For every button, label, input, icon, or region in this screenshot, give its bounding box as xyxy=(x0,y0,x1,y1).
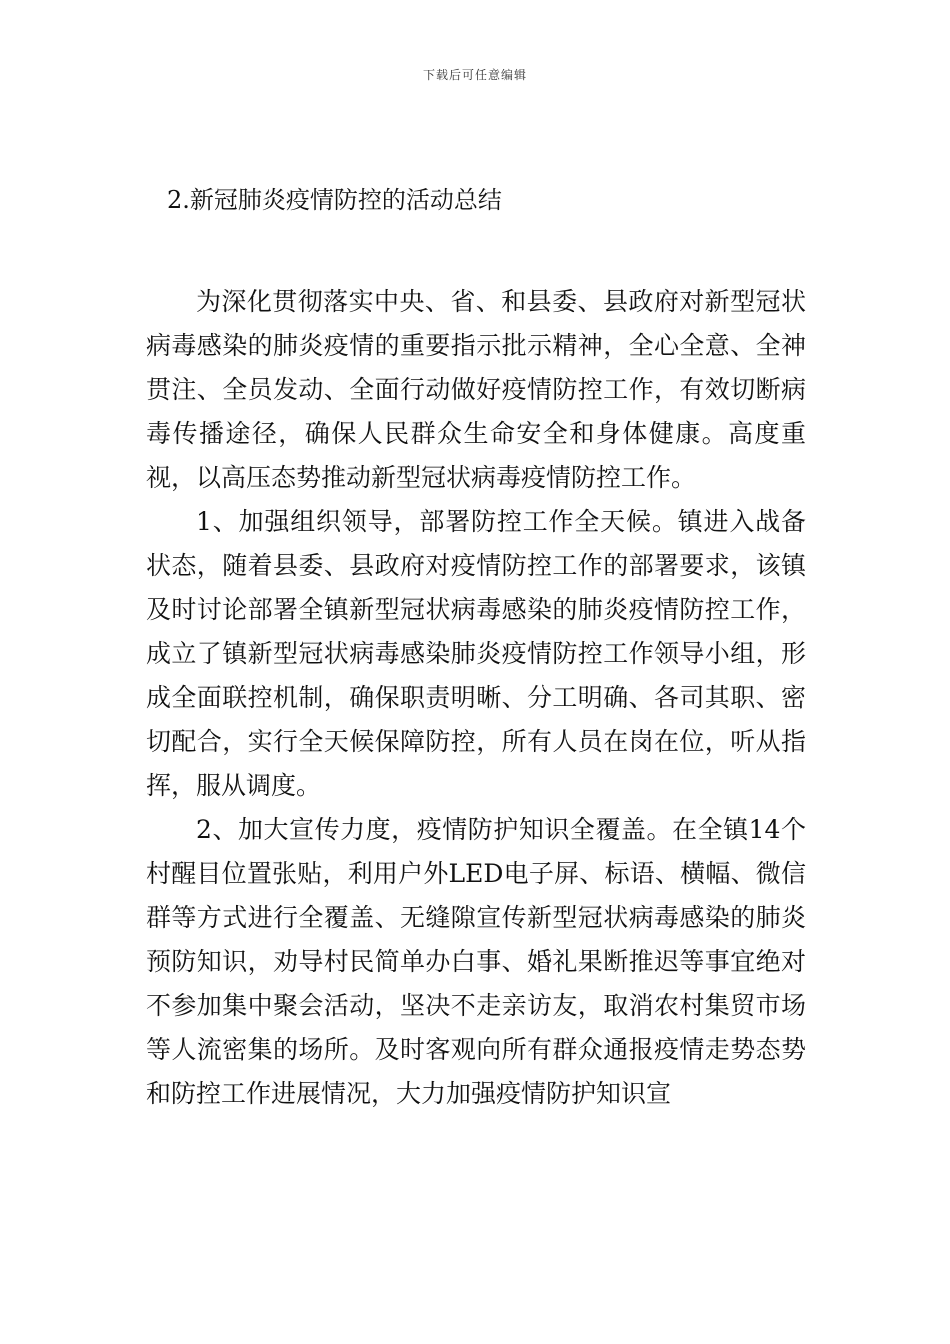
paragraph-organization: 1、加强组织领导，部署防控工作全天候。镇进入战备状态，随着县委、县政府对疫情防控工作的部署要求，该镇及时讨论部署全镇新型冠状病毒感染的肺炎疫情防控工作，成立了镇新型冠状病毒感染肺炎疫情防控工作领导小组，形成全面联控机制，确保职责明晰、分工明确、各司其职、密切配合，实行全天候保障防控，所有人员在岗在位，听从指挥，服从调度。 xyxy=(146,507,806,800)
paragraph-publicity: 2、加大宣传力度，疫情防护知识全覆盖。在全镇14个村醒目位置张贴，利用户外LED电子屏、标语、横幅、微信群等方式进行全覆盖、无缝隙宣传新型冠状病毒感染的肺炎预防知识，劝导村民简单办白事、婚礼果断推迟等事宜绝对不参加集中聚会活动，坚决不走亲访友，取消农村集贸市场等人流密集的场所。及时客观向所有群众通报疫情走势态势和防控工作进展情况，大力加强疫情防护知识宣 xyxy=(146,815,806,1108)
header-note: 下载后可任意编辑 xyxy=(422,68,527,82)
document-title: 2.新冠肺炎疫情防控的活动总结 xyxy=(167,186,502,214)
document-body xyxy=(146,280,806,1116)
paragraph-intro: 为深化贯彻落实中央、省、和县委、县政府对新型冠状病毒感染的肺炎疫情的重要指示批示精神，全心全意、全神贯注、全员发动、全面行动做好疫情防控工作，有效切断病毒传播途径，确保人民群众生命安全和身体健康。高度重视，以高压态势推动新型冠状病毒疫情防控工作。 xyxy=(146,287,806,492)
